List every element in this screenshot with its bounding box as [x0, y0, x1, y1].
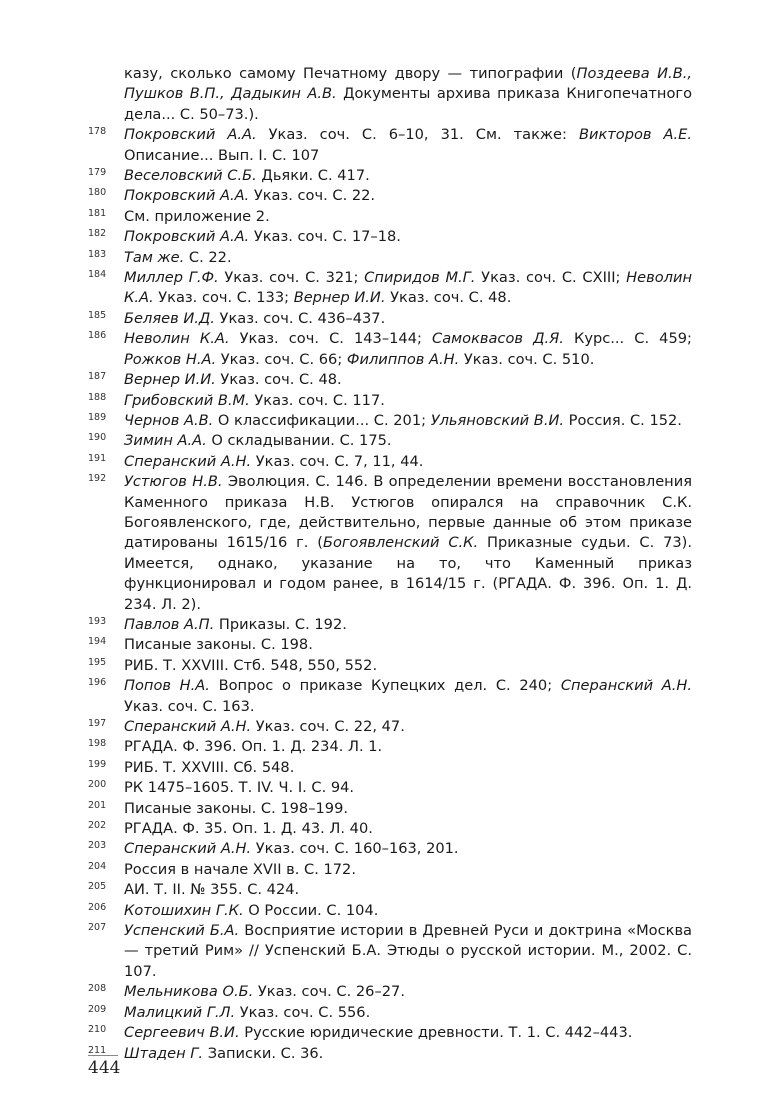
endnote [88, 64, 692, 125]
endnote-text [124, 758, 692, 778]
endnote [88, 227, 692, 247]
author-name: Зимин А.А. [124, 432, 207, 450]
endnote [88, 207, 692, 227]
endnote [88, 676, 692, 717]
citation-text: Указ. соч. С. 556. [235, 1003, 371, 1021]
endnote [88, 1023, 692, 1043]
author-name: Самоквасов Д.Я. [432, 330, 564, 348]
citation-text: Указ. соч. С. 321; [218, 269, 365, 287]
endnote-text [124, 799, 692, 819]
author-name: Мельникова О.Б. [124, 983, 254, 1001]
endnote-number: 198 [88, 738, 107, 750]
author-name: Там же. [124, 248, 185, 266]
citation-text: РК 1475–1605. Т. IV. Ч. I. С. 94. [124, 779, 355, 797]
endnote-number: 183 [88, 248, 107, 260]
endnote [88, 860, 692, 880]
endnote-text [124, 227, 692, 247]
citation-text: Россия в начале XVII в. С. 172. [124, 860, 356, 878]
author-name: Веселовский С.Б. [124, 167, 257, 185]
endnote-number: 207 [88, 922, 107, 934]
endnote-text [124, 472, 692, 615]
author-name: Успенский Б.А. [124, 922, 240, 940]
endnote-number: 180 [88, 187, 107, 199]
citation-text: Документы архива приказа Книгопечатного дела... С. 50–73.). [124, 85, 692, 123]
citation-text: Указ. соч. С. 7, 11, 44. [251, 452, 424, 470]
endnote-text [124, 839, 692, 859]
endnote-number: 196 [88, 677, 107, 689]
endnote-number: 200 [88, 779, 107, 791]
endnote [88, 656, 692, 676]
endnote-text [124, 207, 692, 227]
endnote-number: 204 [88, 860, 107, 872]
endnote [88, 125, 692, 166]
endnote-number: 211 [88, 1044, 107, 1056]
author-name: Сперанский А.Н. [124, 840, 252, 858]
endnote [88, 615, 692, 635]
endnote [88, 758, 692, 778]
endnote-number: 209 [88, 1003, 107, 1015]
endnote [88, 411, 692, 431]
endnote [88, 248, 692, 268]
endnote-text [124, 717, 692, 737]
endnote-number: 203 [88, 840, 107, 852]
author-name: Спиридов М.Г. [364, 269, 476, 287]
author-name: Вернер И.И. [293, 289, 386, 307]
endnote [88, 309, 692, 329]
author-name: Сперанский А.Н. [560, 677, 692, 695]
author-name: Филиппов А.Н. [346, 350, 460, 368]
page-number-rule [88, 1055, 118, 1056]
endnote-text [124, 982, 692, 1002]
endnote-number: 182 [88, 228, 107, 240]
author-name: Штаден Г. [124, 1044, 204, 1062]
endnote-text [124, 248, 692, 268]
endnote [88, 268, 692, 309]
endnote-text [124, 411, 692, 431]
endnote-number: 179 [88, 167, 107, 179]
endnote-number: 185 [88, 309, 107, 321]
endnote-text [124, 880, 692, 900]
endnote-number: 178 [88, 126, 107, 138]
author-name: Неволин К.А. [124, 269, 692, 307]
endnote-number: 184 [88, 269, 107, 281]
endnote-number: 201 [88, 799, 107, 811]
endnote-number: 186 [88, 330, 107, 342]
citation-text: РГАДА. Ф. 35. Оп. 1. Д. 43. Л. 40. [124, 820, 373, 838]
citation-text: Русские юридические древности. Т. 1. С. 442–443. [239, 1024, 633, 1042]
citation-text: Указ. соч. С. 510. [459, 350, 595, 368]
endnote-text [124, 329, 692, 370]
endnote-text [124, 1023, 692, 1043]
endnote-number: 194 [88, 636, 107, 648]
endnote [88, 370, 692, 390]
endnote-text [124, 676, 692, 717]
endnote [88, 391, 692, 411]
endnote [88, 799, 692, 819]
endnote-number: 190 [88, 432, 107, 444]
author-name: Поздеева И.В., Пушков В.П., Дадыкин А.В. [124, 65, 692, 103]
citation-text: Эволюция. С. 146. В определении времени восстановления Каменного приказа Н.В. Устюгов опирался на справочник С.К. Богоявленского, где, действительно, первые данные об этом приказе датированы 1615/16 г. ( [124, 473, 692, 552]
author-name: Вернер И.И. [124, 371, 216, 389]
author-name: Сперанский А.Н. [124, 718, 252, 735]
endnote-number: 189 [88, 411, 107, 423]
endnote [88, 1044, 692, 1064]
citation-text: С. 22. [184, 248, 232, 266]
endnote-number: 210 [88, 1024, 107, 1036]
endnote-number: 197 [88, 718, 107, 729]
citation-text: Указ. соч. С. 26–27. [253, 983, 405, 1001]
endnote-text [124, 452, 692, 472]
endnote-text [124, 778, 692, 798]
citation-text: Указ. соч. С. 133; [153, 289, 294, 307]
author-name: Богоявленский С.К. [322, 534, 479, 552]
endnote-number: 191 [88, 452, 107, 464]
endnote-text [124, 431, 692, 451]
author-name: Беляев И.Д. [124, 309, 215, 327]
author-name: Устюгов Н.В. [124, 473, 223, 491]
endnote [88, 880, 692, 900]
author-name: Викторов А.Е. [578, 126, 693, 144]
endnote-number: 187 [88, 371, 107, 383]
citation-text: Россия. С. 152. [564, 411, 682, 429]
author-name: Покровский А.А. [124, 187, 250, 205]
endnote [88, 1003, 692, 1023]
endnote-number: 195 [88, 656, 107, 668]
endnote-number: 188 [88, 391, 107, 403]
endnote-text [124, 901, 692, 921]
citation-text: О складывании. С. 175. [206, 432, 392, 450]
author-name: Чернов А.В. [124, 411, 214, 429]
endnote [88, 329, 692, 370]
citation-text: Указ. соч. С. CXIII; [475, 269, 627, 287]
endnote [88, 452, 692, 472]
endnotes-list [88, 64, 692, 1064]
endnote-text [124, 166, 692, 186]
author-name: Сергеевич В.И. [124, 1024, 240, 1042]
citation-text: См. приложение 2. [124, 207, 270, 225]
citation-text: Курс... С. 459; [563, 330, 692, 348]
endnote [88, 717, 692, 737]
author-name: Павлов А.П. [124, 615, 215, 633]
citation-text: Дьяки. С. 417. [256, 167, 370, 185]
citation-text: РГАДА. Ф. 396. Оп. 1. Д. 234. Л. 1. [124, 738, 383, 756]
endnote [88, 921, 692, 982]
endnote-number: 181 [88, 207, 107, 219]
endnote-number: 192 [88, 473, 107, 485]
endnote-text [124, 1044, 692, 1064]
citation-text: РИБ. Т. XXVIII. Сб. 548. [124, 758, 295, 776]
endnote [88, 778, 692, 798]
citation-text: Указ. соч. С. 22, 47. [251, 718, 405, 735]
endnote [88, 819, 692, 839]
citation-text: Указ. соч. С. 117. [249, 391, 385, 409]
citation-text: Указ. соч. С. 22. [249, 187, 376, 205]
endnote [88, 431, 692, 451]
citation-text: О России. С. 104. [243, 901, 379, 919]
endnote-text [124, 186, 692, 206]
endnote-number: 202 [88, 820, 107, 832]
citation-text: Приказы. С. 192. [214, 615, 347, 633]
author-name: Покровский А.А. [124, 228, 250, 246]
citation-text: Писаные законы. С. 198–199. [124, 799, 349, 817]
endnote-text [124, 391, 692, 411]
citation-text: Указ. соч. С. 48. [215, 371, 342, 389]
citation-text: Указ. соч. С. 48. [385, 289, 512, 307]
author-name: Ульяновский В.И. [430, 411, 565, 429]
author-name: Малицкий Г.Л. [124, 1003, 236, 1021]
endnote-text [124, 268, 692, 309]
author-name: Рожков Н.А. [124, 350, 217, 368]
endnote-text [124, 737, 692, 757]
citation-text: Приказные судьи. С. 73). Имеется, однако, указание на то, что Каменный приказ функционировал и годом ранее, в 1614/15 г. (РГАДА. Ф. 396. Оп. 1. Д. 234. Л. 2). [124, 534, 692, 613]
citation-text: РИБ. Т. XXVIII. Стб. 548, 550, 552. [124, 656, 378, 674]
citation-text: Указ. соч. С. 163. [124, 697, 255, 715]
endnote-text [124, 635, 692, 655]
endnote-text [124, 615, 692, 635]
endnote [88, 737, 692, 757]
citation-text: Указ. соч. С. 143–144; [229, 330, 432, 348]
endnote [88, 166, 692, 186]
endnote-text [124, 921, 692, 982]
endnote [88, 186, 692, 206]
citation-text: Указ. соч. С. 160–163, 201. [251, 840, 459, 858]
endnote [88, 839, 692, 859]
endnote-number: 193 [88, 615, 107, 627]
author-name: Покровский А.А. [124, 126, 257, 144]
citation-text: Указ. соч. С. 6–10, 31. См. также: [256, 126, 579, 144]
author-name: Миллер Г.Ф. [124, 269, 219, 287]
endnote [88, 472, 692, 615]
endnote-number: 199 [88, 758, 107, 770]
endnote-text [124, 656, 692, 676]
citation-text: Указ. соч. С. 436–437. [214, 309, 386, 327]
citation-text: Вопрос о приказе Купецких дел. С. 240; [209, 677, 561, 695]
page-number: 444 [88, 1058, 121, 1078]
endnote-number: 205 [88, 881, 107, 893]
endnote-text [124, 125, 692, 166]
citation-text: Указ. соч. С. 66; [216, 350, 347, 368]
endnote [88, 982, 692, 1002]
citation-text: Записки. С. 36. [203, 1044, 324, 1062]
endnote-number: 206 [88, 901, 107, 913]
endnote-text [124, 860, 692, 880]
author-name: Грибовский В.М. [124, 391, 250, 409]
citation-text: Писаные законы. С. 198. [124, 636, 313, 654]
citation-text: казу, сколько самому Печатному двору — типографии ( [124, 65, 577, 82]
citation-text: Описание... Вып. I. С. 107 [124, 146, 320, 164]
citation-text: О классификации... С. 201; [213, 411, 431, 429]
endnote-text [124, 1003, 692, 1023]
endnote-number: 208 [88, 983, 107, 995]
citation-text: Восприятие истории в Древней Руси и доктрина «Москва — третий Рим» // Успенский Б.А. Этюды о русской истории. М., 2002. С. 107. [124, 922, 692, 980]
author-name: Неволин К.А. [124, 330, 230, 348]
endnote-text [124, 64, 692, 125]
endnote-text [124, 370, 692, 390]
endnote-text [124, 819, 692, 839]
author-name: Котошихин Г.К. [124, 901, 244, 919]
citation-text: АИ. Т. II. № 355. С. 424. [124, 881, 300, 899]
endnote [88, 901, 692, 921]
author-name: Сперанский А.Н. [124, 452, 252, 470]
endnote-text [124, 309, 692, 329]
author-name: Попов Н.А. [124, 677, 210, 695]
citation-text: Указ. соч. С. 17–18. [249, 228, 401, 246]
endnote [88, 635, 692, 655]
